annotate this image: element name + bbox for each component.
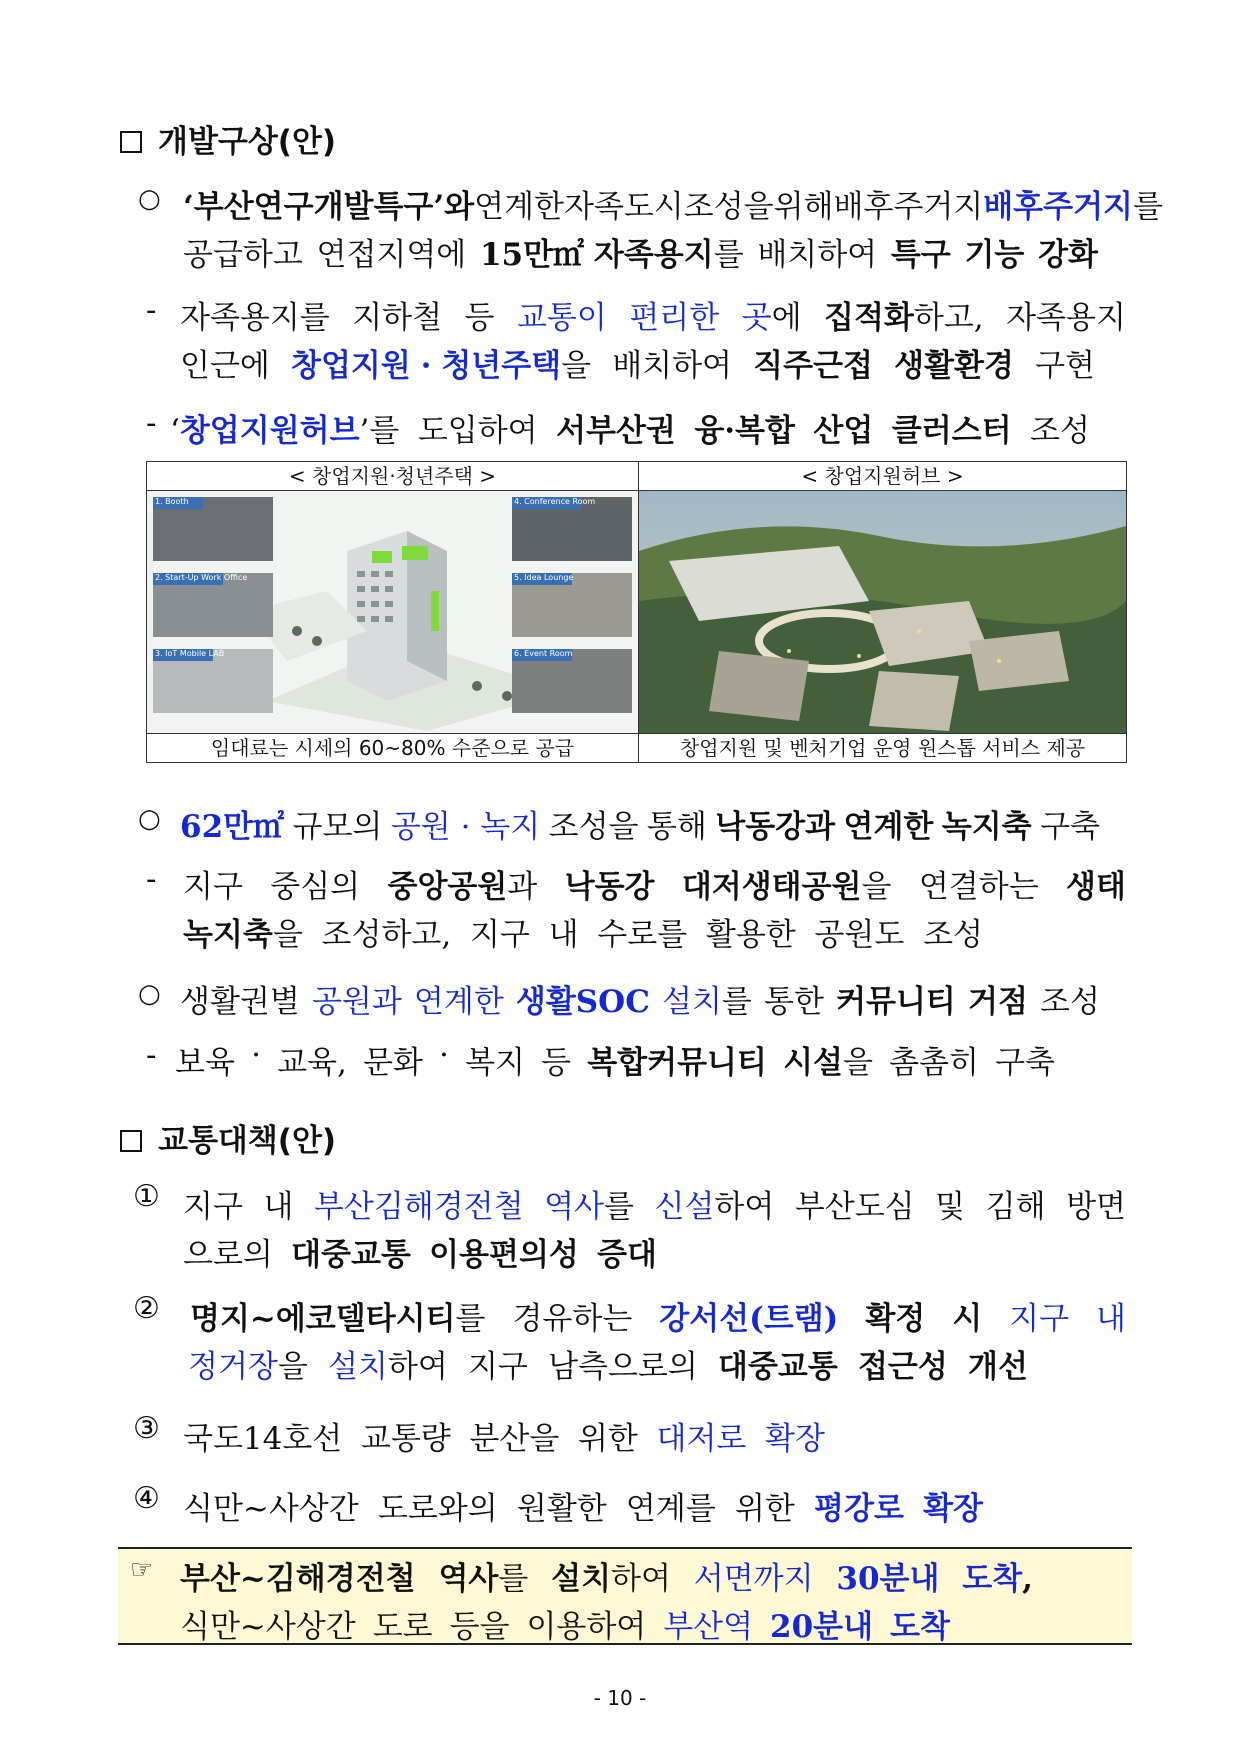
panel-label: 3. IoT Mobile LAB — [155, 649, 225, 658]
startup-hub-aerial-view — [639, 491, 1126, 733]
paragraph-2a-line-1: 지구 중심의 중앙공원과 낙동강 대저생태공원을 연결하는 생태 — [183, 869, 1126, 905]
bullet-circle: ○ — [138, 184, 161, 214]
traffic-item-2-line-1: 명지~에코델타시티를 경유하는 강서선(트램) 확정 시 지구 내 — [190, 1301, 1126, 1337]
checkbox-square-icon — [120, 1130, 142, 1152]
paragraph-2-line-1: 62만㎡ 규모의 공원 · 녹지 조성을 통해 낙동강과 연계한 녹지축 구축 — [180, 809, 1100, 845]
panel-label: 4. Conference Room — [514, 497, 596, 506]
checkbox-square-icon — [120, 131, 142, 153]
traffic-item-1-line-1: 지구 내 부산김해경전철 역사를 신설하여 부산도심 및 김해 방면 — [183, 1189, 1126, 1225]
number-marker-4: ④ — [133, 1481, 160, 1516]
section-heading-development: 개발구상(안) — [120, 116, 336, 161]
paragraph-3a-line-1: 보육 · 교육, 문화 · 복지 등 복합커뮤니티 시설을 촘촘히 구축 — [175, 1037, 1055, 1081]
panel-label: 5. Idea Lounge — [514, 573, 574, 582]
dash-marker: - — [146, 1037, 157, 1073]
dash-marker: - — [146, 861, 157, 897]
traffic-item-4-line-1: 식만~사상간 도로와의 원활한 연계를 위한 평강로 확장 — [183, 1491, 983, 1527]
paragraph-1-line-2: 공급하고 연접지역에 15만㎡ 자족용지를 배치하여 특구 기능 강화 — [183, 237, 1098, 273]
number-marker-2: ② — [133, 1291, 160, 1326]
note-line-2: 식만~사상간 도로 등을 이용하여 부산역 20분내 도착 — [180, 1609, 950, 1645]
number-marker-1: ① — [133, 1179, 160, 1214]
bullet-circle: ○ — [138, 804, 161, 834]
note-line-1: 부산~김해경전철 역사를 설치하여 서면까지 30분내 도착, — [180, 1561, 1033, 1597]
traffic-item-2-line-2: 정거장을 설치하여 지구 남측으로의 대중교통 접근성 개선 — [188, 1349, 1028, 1385]
traffic-item-1-line-2: 으로의 대중교통 이용편의성 증대 — [183, 1237, 657, 1273]
summary-note-box — [118, 1547, 1132, 1645]
paragraph-1-line-1: ‘부산연구개발특구’와연계한 자족도시 조성을 위해 배후주거지 배후주거지를 — [183, 189, 1163, 225]
section-heading-traffic: 교통대책(안) — [120, 1115, 336, 1160]
bullet-circle: ○ — [138, 979, 161, 1009]
paragraph-1a-line-2: 인근에 창업지원 · 청년주택을 배치하여 직주근접 생활환경 구현 — [180, 348, 1095, 384]
paragraph-3-line-1: 생활권별 공원과 연계한 생활SOC 설치를 통한 커뮤니티 거점 조성 — [180, 984, 1100, 1020]
startup-housing-illustration — [147, 491, 639, 733]
figure-left-title: < 창업지원·청년주택 > — [147, 462, 639, 491]
paragraph-1a-line-1: 자족용지를 지하철 등 교통이 편리한 곳에 집적화하고, 자족용지 — [180, 300, 1126, 336]
startup-hub-rendering — [639, 491, 1126, 733]
figure-right-caption: 창업지원 및 벤처기업 운영 원스톱 서비스 제공 — [639, 733, 1126, 762]
dash-marker: - — [146, 405, 157, 441]
page-number: - 10 - — [593, 1686, 647, 1710]
panel-label: 6. Event Room — [514, 649, 573, 658]
panel-label: 1. Booth — [155, 497, 189, 506]
figure-table — [146, 461, 1127, 763]
paragraph-1b-line-1: ‘창업지원허브’를 도입하여 서부산권 융·복합 산업 클러스터 조성 — [170, 413, 1090, 449]
pointing-hand-icon: ☞ — [130, 1555, 154, 1585]
number-marker-3: ③ — [133, 1411, 160, 1446]
figure-left-caption: 임대료는 시세의 60~80% 수준으로 공급 — [147, 733, 639, 762]
startup-housing-diagram — [147, 491, 638, 733]
dash-marker: - — [146, 292, 157, 328]
figure-right-title: < 창업지원허브 > — [639, 462, 1126, 491]
paragraph-2a-line-2: 녹지축을 조성하고, 지구 내 수로를 활용한 공원도 조성 — [183, 917, 983, 953]
panel-label: 2. Start-Up Work Office — [155, 573, 248, 582]
traffic-item-3-line-1: 국도14호선 교통량 분산을 위한 대저로 확장 — [183, 1421, 825, 1457]
